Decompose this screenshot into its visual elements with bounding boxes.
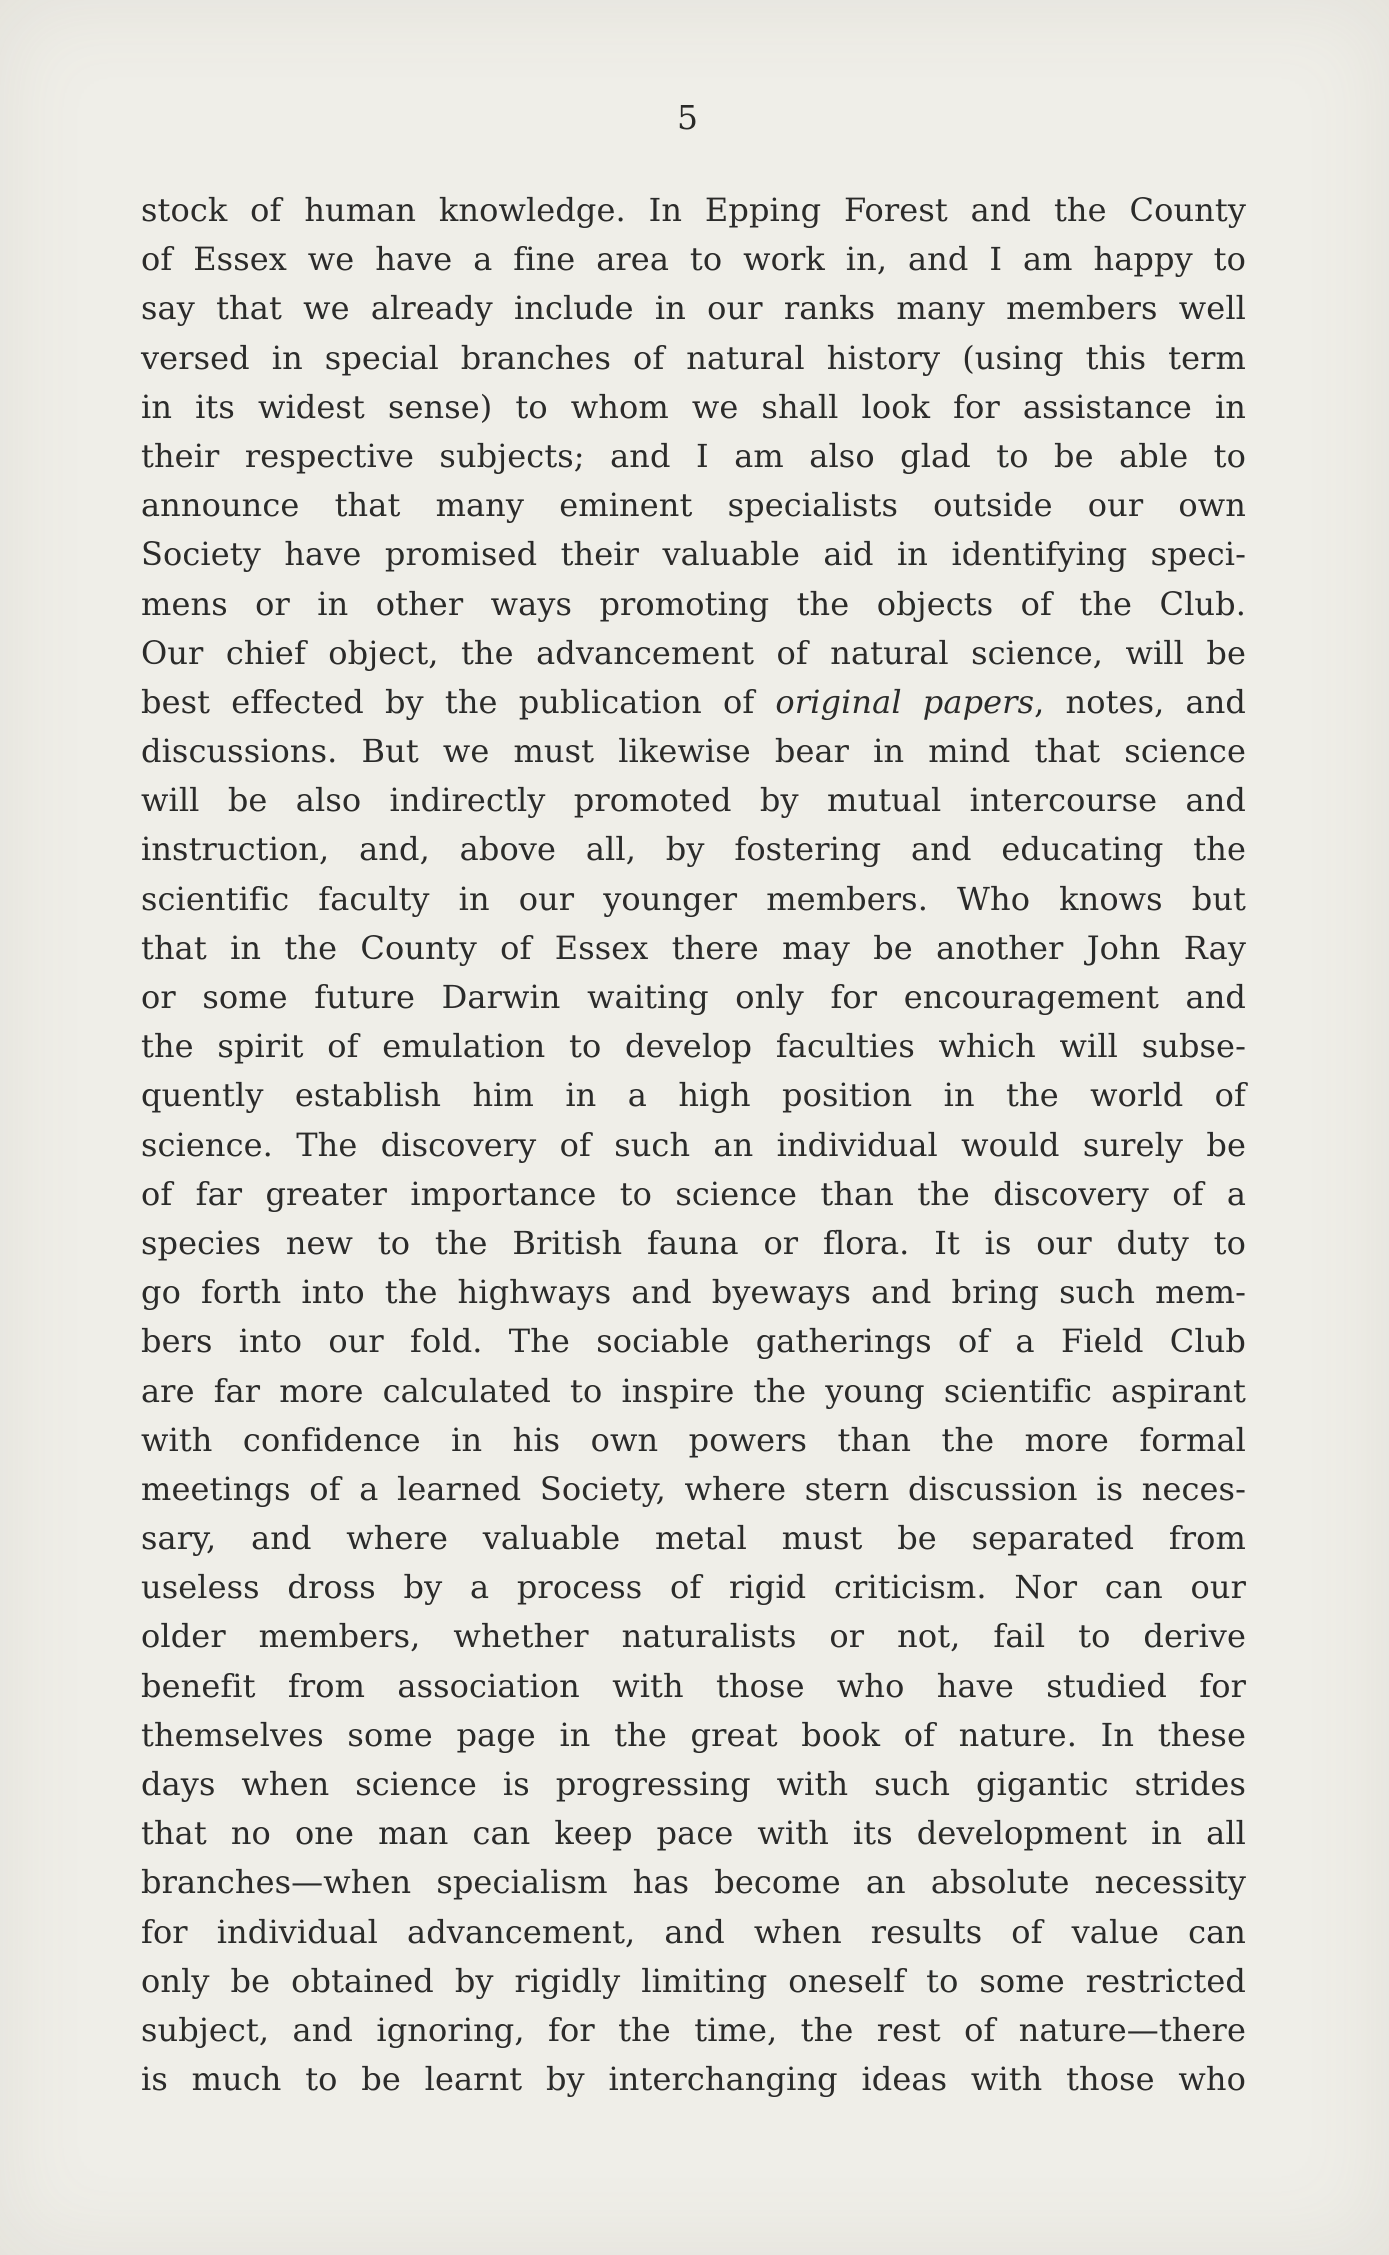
text-line: that in the County of Essex there may be another John Ray	[141, 928, 1246, 967]
text-line: that no one man can keep pace with its development in all	[141, 1814, 1246, 1853]
text-line: of Essex we have a fine area to work in, and I am happy to	[141, 240, 1246, 279]
text-line: subject, and ignoring, for the time, the rest of nature—there	[141, 2010, 1246, 2049]
text-line: will be also indirectly promoted by mutual intercourse and	[141, 781, 1246, 820]
text-line: older members, whether naturalists or not, fail to derive	[141, 1617, 1246, 1656]
text-line: meetings of a learned Society, where stern discussion is neces-	[141, 1469, 1246, 1508]
text-line: sary, and where valuable metal must be separated from	[141, 1519, 1246, 1558]
text-line	[141, 678, 1246, 727]
text-line: bers into our fold. The sociable gatherings of a Field Club	[141, 1322, 1246, 1361]
text-line: stock of human knowledge. In Epping Forest and the County	[141, 191, 1246, 229]
text-line: themselves some page in the great book of nature. In these	[141, 1715, 1246, 1754]
text-line: versed in special branches of natural history (using this term	[141, 338, 1246, 377]
text-line: only be obtained by rigidly limiting oneself to some restricted	[141, 1961, 1246, 2000]
text-line: days when science is progressing with such gigantic strides	[141, 1765, 1246, 1803]
text-line: Society have promised their valuable aid in identifying speci-	[141, 535, 1246, 574]
text-line: with confidence in his own powers than the more formal	[141, 1420, 1246, 1459]
text-line: branches—when specialism has become an absolute necessity	[141, 1863, 1246, 1902]
text-line: in its widest sense) to whom we shall look for assistance in	[141, 387, 1246, 426]
text-line: scientific faculty in our younger members. Who knows but	[141, 879, 1246, 918]
text-line: announce that many eminent specialists outside our own	[141, 486, 1246, 525]
text-line: their respective subjects; and I am also glad to be able to	[141, 436, 1246, 475]
text-line: are far more calculated to inspire the young scientific aspirant	[141, 1371, 1246, 1410]
text-line: useless dross by a process of rigid criticism. Nor can our	[141, 1568, 1246, 1607]
text-line: discussions. But we must likewise bear in mind that science	[141, 732, 1246, 771]
italic-text: original papers	[775, 682, 1035, 721]
text-line: say that we already include in our ranks many members well	[141, 289, 1246, 328]
text-line: species new to the British fauna or flora. It is our duty to	[141, 1223, 1246, 1262]
text-line: of far greater importance to science than the discovery of a	[141, 1174, 1246, 1213]
text-line: instruction, and, above all, by fostering and educating the	[141, 830, 1246, 869]
text-line: for individual advancement, and when results of value can	[141, 1912, 1246, 1951]
text-line: science. The discovery of such an individual would surely be	[141, 1125, 1246, 1164]
text-line: benefit from association with those who have studied for	[141, 1666, 1246, 1705]
text-line: Our chief object, the advancement of natural science, will be	[141, 633, 1246, 672]
text-line: the spirit of emulation to develop faculties which will subse-	[141, 1027, 1246, 1066]
text-segment: , notes, and	[1034, 682, 1247, 721]
text-line: is much to be learnt by interchanging ideas with those who	[141, 2060, 1246, 2099]
body-text	[141, 186, 1246, 2104]
text-line: quently establish him in a high position in the world of	[141, 1076, 1246, 1115]
text-line: or some future Darwin waiting only for encouragement and	[141, 978, 1246, 1016]
page-number: 5	[677, 98, 698, 137]
text-line: go forth into the highways and byeways and bring such mem-	[141, 1273, 1246, 1312]
text-segment: best effected by the publication of	[141, 682, 776, 721]
text-line: mens or in other ways promoting the objects of the Club.	[141, 584, 1246, 623]
